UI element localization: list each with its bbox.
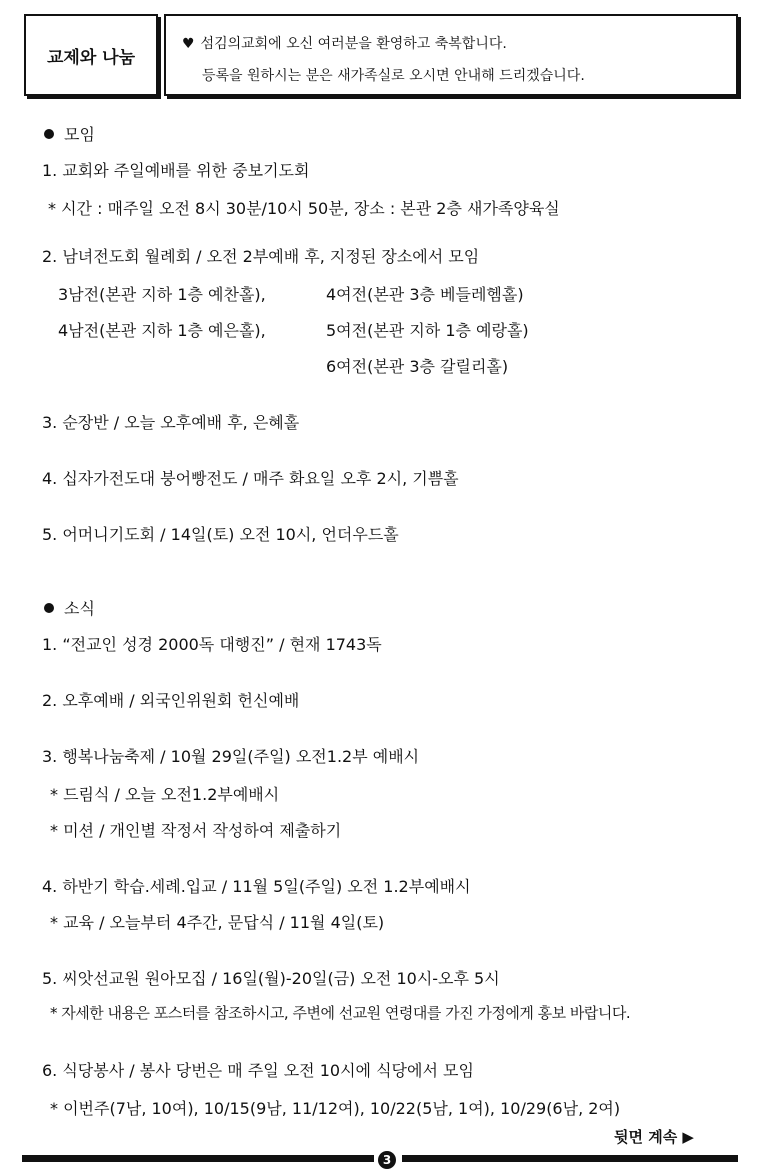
section-title: 교제와 나눔	[24, 14, 158, 96]
footer-rule-right	[402, 1155, 738, 1162]
news-item-4: 4. 하반기 학습.세례.입교 / 11월 5일(주일) 오전 1.2부예배시	[42, 877, 471, 896]
meeting-item-5: 5. 어머니기도회 / 14일(토) 오전 10시, 언더우드홀	[42, 525, 399, 544]
welcome-text-2: 등록을 원하시는 분은 새가족실로 오시면 안내해 드리겠습니다.	[202, 68, 585, 84]
welcome-line-1	[182, 34, 507, 54]
news-item-3-note-1: * 드림식 / 오늘 오전1.2부예배시	[50, 785, 280, 804]
footer-rule-left	[22, 1155, 374, 1162]
news-item-2: 2. 오후예배 / 외국인위원회 헌신예배	[42, 691, 300, 710]
meeting-item-2-row-1-right: 4여전(본관 3층 베들레헴홀)	[326, 285, 524, 304]
news-item-6: 6. 식당봉사 / 봉사 당번은 매 주일 오전 10시에 식당에서 모임	[42, 1061, 474, 1080]
meeting-item-2: 2. 남녀전도회 월례회 / 오전 2부예배 후, 지정된 장소에서 모임	[42, 247, 480, 266]
news-heading: 소식	[44, 596, 95, 619]
page-number: 3	[378, 1151, 396, 1169]
meetings-heading: 모임	[44, 122, 95, 145]
news-item-5: 5. 씨앗선교원 원아모집 / 16일(월)-20일(금) 오전 10시-오후 5시	[42, 969, 500, 988]
meeting-item-3: 3. 순장반 / 오늘 오후예배 후, 은혜홀	[42, 413, 300, 432]
meeting-item-4: 4. 십자가전도대 붕어빵전도 / 매주 화요일 오후 2시, 기쁨홀	[42, 469, 459, 488]
bullet-icon	[44, 603, 54, 613]
news-item-1: 1. “전교인 성경 2000독 대행진” / 현재 1743독	[42, 635, 382, 654]
meeting-item-1-note: * 시간 : 매주일 오전 8시 30분/10시 50분, 장소 : 본관 2층 새가족양육실	[48, 199, 560, 218]
meeting-item-1: 1. 교회와 주일예배를 위한 중보기도회	[42, 161, 310, 180]
heart-icon: ♥	[182, 36, 195, 52]
welcome-text-1: 섬김의교회에 오신 여러분을 환영하고 축복합니다.	[200, 36, 507, 52]
news-item-5-note: * 자세한 내용은 포스터를 참조하시고, 주변에 선교원 연령대를 가진 가정에게 홍보 바랍니다.	[50, 1004, 631, 1022]
meeting-item-2-row-2-left: 4남전(본관 지하 1층 예은홀),	[58, 321, 266, 340]
news-item-3: 3. 행복나눔축제 / 10월 29일(주일) 오전1.2부 예배시	[42, 747, 420, 766]
welcome-box	[164, 14, 738, 96]
continue-on-back-label: 뒷면 계속 ▶	[614, 1128, 694, 1146]
meeting-item-2-row-3-right: 6여전(본관 3층 갈릴리홀)	[326, 357, 509, 376]
news-item-3-note-2: * 미션 / 개인별 작정서 작성하여 제출하기	[50, 821, 342, 840]
meeting-item-2-row-2-right: 5여전(본관 지하 1층 예랑홀)	[326, 321, 529, 340]
footer-bar	[22, 1152, 738, 1166]
header	[24, 14, 740, 98]
news-item-6-note: * 이번주(7남, 10여), 10/15(9남, 11/12여), 10/22(5남, 1여), 10/29(6남, 2여)	[50, 1099, 621, 1118]
meeting-item-2-row-1-left: 3남전(본관 지하 1층 예찬홀),	[58, 285, 266, 304]
news-item-4-note: * 교육 / 오늘부터 4주간, 문답식 / 11월 4일(토)	[50, 913, 385, 932]
bullet-icon	[44, 129, 54, 139]
